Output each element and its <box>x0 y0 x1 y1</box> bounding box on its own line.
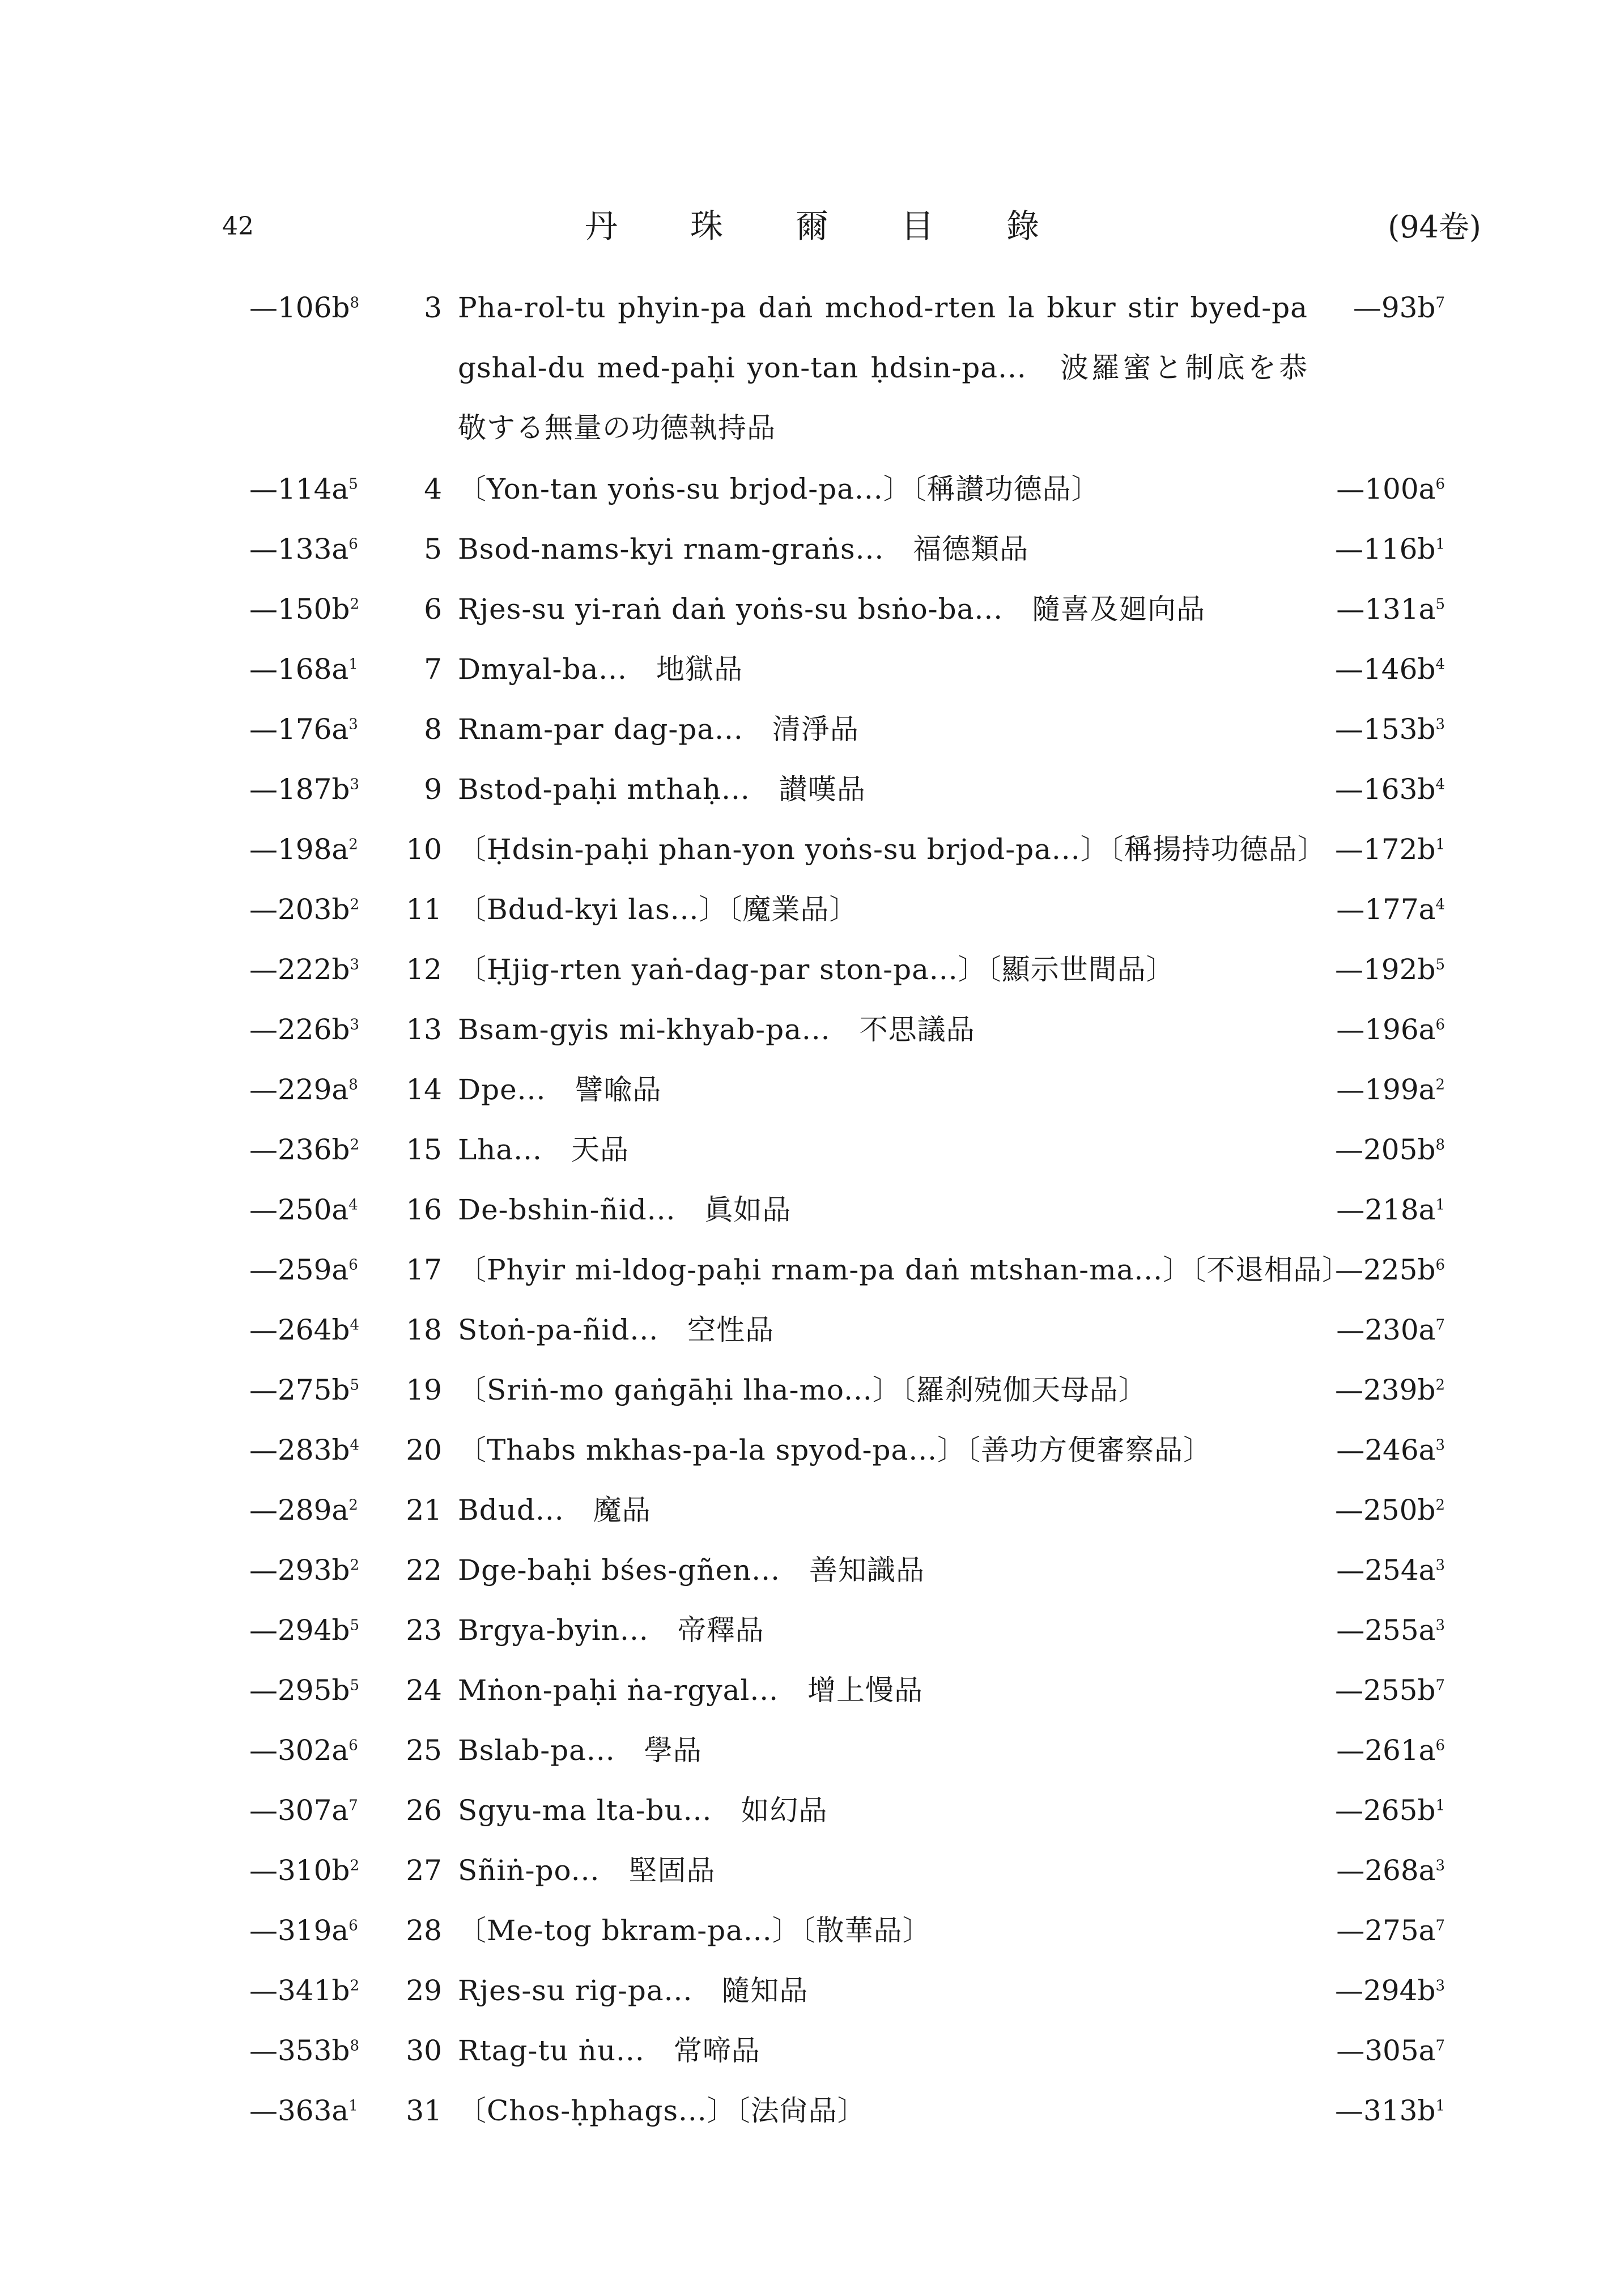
right-folio-ref-text: —146b <box>1335 653 1436 686</box>
right-folio-line: 7 <box>1435 294 1445 312</box>
right-folio-ref <box>1326 1720 1445 1780</box>
right-folio-line: 7 <box>1435 1917 1445 1934</box>
right-folio-ref <box>1326 579 1445 639</box>
chapter-title: Rjes-su rig-pa... 隨知品 <box>458 1974 809 2007</box>
left-folio-ref-text: —264b <box>249 1313 350 1346</box>
chapter-title: Brgya-byin... 帝釋品 <box>458 1614 764 1647</box>
right-folio-ref-text: —100a <box>1336 473 1436 505</box>
left-folio-line: 3 <box>348 716 358 733</box>
catalog-entry <box>0 1420 1624 1480</box>
right-folio-line: 3 <box>1435 1436 1445 1454</box>
chapter-number: 21 <box>406 1494 442 1527</box>
chapter-title: De-bshin-ñid... 眞如品 <box>458 1193 792 1226</box>
chapter-number: 25 <box>406 1734 442 1767</box>
right-folio-ref <box>1326 1600 1445 1660</box>
chapter-title: Lha... 天品 <box>458 1133 629 1166</box>
left-folio-line: 2 <box>350 896 359 913</box>
chapter-number: 7 <box>424 653 442 686</box>
right-folio-line: 6 <box>1435 1737 1445 1754</box>
chapter-number: 22 <box>406 1554 442 1587</box>
left-folio-ref <box>249 1120 363 1180</box>
right-folio-ref <box>1326 459 1445 519</box>
right-folio-line: 5 <box>1435 596 1445 613</box>
left-folio-line: 4 <box>348 1196 358 1214</box>
right-folio-line: 1 <box>1435 535 1445 553</box>
left-folio-line: 6 <box>348 1256 358 1274</box>
chapter-title: Dpe... 譬喩品 <box>458 1073 662 1106</box>
catalog-entry <box>0 1780 1624 1840</box>
left-folio-line: 5 <box>350 1617 359 1634</box>
left-folio-line: 5 <box>350 1677 359 1694</box>
left-folio-ref-text: —106b <box>249 291 350 324</box>
chapter-title: Dmyal-ba... 地獄品 <box>458 653 743 686</box>
right-folio-ref-text: —225b <box>1335 1253 1436 1286</box>
right-folio-ref <box>1326 939 1445 1000</box>
left-folio-line: 5 <box>348 475 358 493</box>
right-folio-ref <box>1326 639 1445 699</box>
chapter-number: 24 <box>406 1674 442 1707</box>
chapter-number: 3 <box>424 291 442 324</box>
left-folio-line: 1 <box>348 656 358 673</box>
left-folio-ref <box>249 639 363 699</box>
left-folio-ref <box>249 1240 363 1300</box>
catalog-entry <box>0 1120 1624 1180</box>
left-folio-line: 6 <box>348 1917 358 1934</box>
left-folio-ref-text: —236b <box>249 1133 350 1166</box>
right-folio-line: 4 <box>1435 656 1445 673</box>
chapter-number: 28 <box>406 1914 442 1947</box>
left-folio-ref <box>249 519 363 579</box>
catalog-entry <box>0 2021 1624 2081</box>
left-folio-line: 2 <box>350 1857 359 1874</box>
chapter-number: 9 <box>424 773 442 806</box>
left-folio-ref <box>249 819 363 879</box>
right-folio-ref <box>1326 1180 1445 1240</box>
right-folio-ref <box>1326 519 1445 579</box>
right-folio-ref-text: —313b <box>1335 2094 1436 2127</box>
left-folio-ref-text: —289a <box>249 1494 349 1527</box>
left-folio-ref-text: —283b <box>249 1434 350 1466</box>
left-folio-ref <box>249 1420 363 1480</box>
left-folio-ref-text: —222b <box>249 953 350 986</box>
left-folio-ref-text: —294b <box>249 1614 350 1647</box>
catalog-entry <box>0 1660 1624 1720</box>
catalog-entry <box>0 819 1624 879</box>
right-folio-ref <box>1326 1300 1445 1360</box>
left-folio-ref-text: —226b <box>249 1013 350 1046</box>
right-folio-ref-text: —268a <box>1336 1854 1436 1887</box>
right-folio-ref <box>1326 1660 1445 1720</box>
catalog-entry <box>0 879 1624 939</box>
left-folio-ref <box>249 879 363 939</box>
left-folio-ref <box>249 2021 363 2081</box>
right-folio-ref <box>1326 278 1445 338</box>
chapter-number: 12 <box>406 953 442 986</box>
chapter-title: 〔Thabs mkhas-pa-la spyod-pa...〕〔善功方便審察品〕 <box>458 1434 1213 1466</box>
chapter-number: 31 <box>406 2094 442 2127</box>
right-folio-ref <box>1326 1540 1445 1600</box>
catalog-entry <box>0 519 1624 579</box>
left-folio-ref <box>249 1600 363 1660</box>
page-number: 42 <box>222 212 254 241</box>
catalog-entry <box>0 1300 1624 1360</box>
left-folio-ref <box>249 278 363 338</box>
left-folio-ref <box>249 759 363 819</box>
catalog-entry <box>0 579 1624 639</box>
left-folio-ref-text: —150b <box>249 593 350 626</box>
left-folio-ref <box>249 1480 363 1540</box>
chapter-number: 14 <box>406 1073 442 1106</box>
catalog-entry <box>0 1000 1624 1060</box>
catalog-entry <box>0 639 1624 699</box>
chapter-number: 10 <box>406 833 442 866</box>
right-folio-line: 3 <box>1435 1857 1445 1874</box>
left-folio-ref-text: —310b <box>249 1854 350 1887</box>
left-folio-ref <box>249 1840 363 1900</box>
left-folio-line: 3 <box>350 1016 359 1034</box>
left-folio-ref-text: —363a <box>249 2094 349 2127</box>
left-folio-ref <box>249 2081 363 2141</box>
chapter-number: 23 <box>406 1614 442 1647</box>
left-folio-ref-text: —229a <box>249 1073 349 1106</box>
right-folio-ref-text: —305a <box>1336 2034 1436 2067</box>
right-folio-ref-text: —177a <box>1336 893 1436 926</box>
right-folio-ref <box>1326 1780 1445 1840</box>
right-folio-ref-text: —199a <box>1336 1073 1436 1106</box>
right-folio-ref <box>1326 1240 1445 1300</box>
right-folio-line: 8 <box>1435 1136 1445 1154</box>
catalog-entry <box>0 1600 1624 1660</box>
left-folio-line: 8 <box>350 2037 359 2055</box>
right-folio-ref-text: —254a <box>1336 1554 1436 1587</box>
right-folio-line: 3 <box>1435 1617 1445 1634</box>
right-folio-ref <box>1326 1420 1445 1480</box>
chapter-title: 〔Ḥjig-rten yaṅ-dag-par ston-pa...〕〔顯示世間品〕 <box>458 953 1175 986</box>
right-folio-line: 2 <box>1435 1376 1445 1394</box>
left-folio-ref <box>249 1720 363 1780</box>
left-folio-ref-text: —302a <box>249 1734 349 1767</box>
left-folio-line: 6 <box>348 535 358 553</box>
catalog-entry <box>0 939 1624 1000</box>
page-header <box>0 199 1624 250</box>
left-folio-ref <box>249 1961 363 2021</box>
left-folio-ref <box>249 1660 363 1720</box>
chapter-title: 〔Yon-tan yoṅs-su brjod-pa...〕〔稱讃功德品〕 <box>458 473 1100 505</box>
right-folio-ref <box>1326 2021 1445 2081</box>
right-folio-ref <box>1326 1840 1445 1900</box>
chapter-title: Rjes-su yi-raṅ daṅ yoṅs-su bsṅo-ba... 隨喜及廻向品 <box>458 593 1206 626</box>
catalog-entry <box>0 1360 1624 1420</box>
chapter-number: 18 <box>406 1313 442 1346</box>
left-folio-ref-text: —133a <box>249 533 349 566</box>
right-folio-ref-text: —250b <box>1335 1494 1436 1527</box>
chapter-title: Dge-baḥi bśes-gñen... 善知識品 <box>458 1554 925 1587</box>
left-folio-ref-text: —353b <box>249 2034 350 2067</box>
left-folio-ref-text: —250a <box>249 1193 349 1226</box>
left-folio-ref-text: —203b <box>249 893 350 926</box>
left-folio-line: 2 <box>348 1496 358 1514</box>
catalog-entry <box>0 1900 1624 1961</box>
catalog-entry <box>0 1961 1624 2021</box>
right-folio-line: 7 <box>1435 2037 1445 2055</box>
right-folio-line: 2 <box>1435 1496 1445 1514</box>
chapter-number: 5 <box>424 533 442 566</box>
left-folio-ref <box>249 1780 363 1840</box>
right-folio-ref-text: —275a <box>1336 1914 1436 1947</box>
right-folio-ref-text: —131a <box>1336 593 1436 626</box>
chapter-number: 13 <box>406 1013 442 1046</box>
chapter-title: Mṅon-paḥi ṅa-rgyal... 增上慢品 <box>458 1674 924 1707</box>
chapter-title: Rnam-par dag-pa... 清淨品 <box>458 713 859 746</box>
right-folio-ref <box>1326 759 1445 819</box>
right-folio-ref <box>1326 2081 1445 2141</box>
left-folio-line: 2 <box>348 836 358 853</box>
right-folio-line: 3 <box>1435 716 1445 733</box>
left-folio-line: 5 <box>350 1376 359 1394</box>
catalog-entry <box>0 1240 1624 1300</box>
right-folio-line: 7 <box>1435 1677 1445 1694</box>
left-folio-line: 3 <box>350 776 359 793</box>
left-folio-ref-text: —187b <box>249 773 350 806</box>
right-folio-ref-text: —265b <box>1335 1794 1436 1827</box>
chapter-title: 〔Me-tog bkram-pa...〕〔散華品〕 <box>458 1914 932 1947</box>
left-folio-ref-text: —293b <box>249 1554 350 1587</box>
right-folio-line: 4 <box>1435 896 1445 913</box>
left-folio-line: 2 <box>350 1557 359 1574</box>
chapter-title: Bstod-paḥi mthaḥ... 讃嘆品 <box>458 773 866 806</box>
left-folio-line: 7 <box>348 1797 358 1814</box>
chapter-title: Pha-rol-tu phyin-pa daṅ mchod-rten la bkur stir byed-pa gshal-du med-paḥi yon-tan ḥdsin-pa... 波羅蜜と制底を恭敬する無量の功德執持品 <box>458 291 1308 444</box>
chapter-number: 16 <box>406 1193 442 1226</box>
right-folio-line: 6 <box>1435 1256 1445 1274</box>
catalog-entry <box>0 1840 1624 1900</box>
left-folio-ref <box>249 1360 363 1420</box>
chapter-title: Sñiṅ-po... 堅固品 <box>458 1854 716 1887</box>
right-folio-line: 6 <box>1435 475 1445 493</box>
left-folio-line: 1 <box>348 2097 358 2115</box>
chapter-number: 17 <box>406 1253 442 1286</box>
chapter-title: Stoṅ-pa-ñid... 空性品 <box>458 1313 775 1346</box>
chapter-number: 26 <box>406 1794 442 1827</box>
left-folio-line: 8 <box>348 1076 358 1094</box>
left-folio-ref-text: —259a <box>249 1253 349 1286</box>
left-folio-ref-text: —275b <box>249 1374 350 1406</box>
chapter-title: Bslab-pa... 學品 <box>458 1734 702 1767</box>
chapter-number: 29 <box>406 1974 442 2007</box>
left-folio-ref-text: —341b <box>249 1974 350 2007</box>
left-folio-line: 6 <box>348 1737 358 1754</box>
chapter-number: 8 <box>424 713 442 746</box>
catalog-entry <box>0 1540 1624 1600</box>
right-folio-line: 1 <box>1435 1196 1445 1214</box>
chapter-title: 〔Sriṅ-mo gaṅgāḥi lha-mo...〕〔羅刹殑伽天母品〕 <box>458 1374 1147 1406</box>
catalog-entry <box>0 1060 1624 1120</box>
catalog-entry <box>0 1180 1624 1240</box>
chapter-title: Bsod-nams-kyi rnam-graṅs... 福德類品 <box>458 533 1029 566</box>
catalog-entry <box>0 699 1624 759</box>
left-folio-ref-text: —198a <box>249 833 349 866</box>
chapter-title: Rtag-tu ṅu... 常啼品 <box>458 2034 760 2067</box>
right-folio-ref-text: —255a <box>1336 1614 1436 1647</box>
chapter-title: 〔Bdud-kyi las...〕〔魔業品〕 <box>458 893 858 926</box>
left-folio-ref <box>249 1900 363 1961</box>
running-title: 丹珠爾目錄 <box>584 207 1112 245</box>
catalog-entry <box>0 2081 1624 2141</box>
left-folio-ref <box>249 459 363 519</box>
right-folio-ref-text: —239b <box>1335 1374 1436 1406</box>
left-folio-line: 8 <box>350 294 359 312</box>
right-folio-ref <box>1326 1120 1445 1180</box>
right-folio-line: 7 <box>1435 1316 1445 1334</box>
chapter-title: 〔Ḥdsin-paḥi phan-yon yoṅs-su brjod-pa...〕〔稱揚持功德品〕 <box>458 833 1327 866</box>
right-folio-ref-text: —246a <box>1336 1434 1436 1466</box>
right-folio-ref-text: —196a <box>1336 1013 1436 1046</box>
chapter-number: 27 <box>406 1854 442 1887</box>
right-folio-line: 4 <box>1435 776 1445 793</box>
right-folio-line: 1 <box>1435 2097 1445 2115</box>
left-folio-ref <box>249 1540 363 1600</box>
left-folio-line: 4 <box>350 1316 359 1334</box>
left-folio-line: 2 <box>350 1977 359 1995</box>
left-folio-ref <box>249 1180 363 1240</box>
left-folio-ref <box>249 579 363 639</box>
right-folio-ref-text: —294b <box>1335 1974 1436 2007</box>
left-folio-line: 4 <box>350 1436 359 1454</box>
right-folio-line: 1 <box>1435 836 1445 853</box>
right-folio-ref <box>1326 879 1445 939</box>
chapter-number: 20 <box>406 1434 442 1466</box>
right-folio-ref <box>1326 1900 1445 1961</box>
chapter-title: Bsam-gyis mi-khyab-pa... 不思議品 <box>458 1013 975 1046</box>
right-folio-ref-text: —93b <box>1353 291 1436 324</box>
left-folio-ref-text: —114a <box>249 473 349 505</box>
left-folio-line: 3 <box>350 956 359 973</box>
left-folio-ref-text: —168a <box>249 653 349 686</box>
right-folio-ref-text: —261a <box>1336 1734 1436 1767</box>
left-folio-ref <box>249 699 363 759</box>
right-folio-ref-text: —153b <box>1335 713 1436 746</box>
right-folio-ref <box>1326 699 1445 759</box>
left-folio-ref-text: —295b <box>249 1674 350 1707</box>
right-folio-line: 5 <box>1435 956 1445 973</box>
right-folio-ref <box>1326 1480 1445 1540</box>
left-folio-ref-text: —176a <box>249 713 349 746</box>
right-folio-ref-text: —163b <box>1335 773 1436 806</box>
left-folio-ref-text: —307a <box>249 1794 349 1827</box>
left-folio-ref <box>249 939 363 1000</box>
chapter-number: 15 <box>406 1133 442 1166</box>
right-folio-ref <box>1326 1060 1445 1120</box>
catalog-entry <box>0 1480 1624 1540</box>
chapter-number: 11 <box>406 893 442 926</box>
right-folio-ref <box>1326 819 1445 879</box>
right-folio-line: 2 <box>1435 1076 1445 1094</box>
right-folio-line: 1 <box>1435 1797 1445 1814</box>
chapter-title: Bdud... 魔品 <box>458 1494 651 1527</box>
right-folio-ref-text: —205b <box>1335 1133 1436 1166</box>
catalog-entry <box>0 278 1624 459</box>
chapter-number: 30 <box>406 2034 442 2067</box>
right-folio-ref-text: —192b <box>1335 953 1436 986</box>
chapter-title: 〔Phyir mi-ldog-paḥi rnam-pa daṅ mtshan-ma...〕〔不退相品〕 <box>458 1253 1351 1286</box>
right-folio-line: 3 <box>1435 1557 1445 1574</box>
left-folio-ref <box>249 1300 363 1360</box>
right-folio-ref <box>1326 1000 1445 1060</box>
catalog-entry <box>0 459 1624 519</box>
right-folio-ref-text: —218a <box>1336 1193 1436 1226</box>
left-folio-line: 2 <box>350 596 359 613</box>
right-folio-line: 3 <box>1435 1977 1445 1995</box>
right-folio-ref-text: —255b <box>1335 1674 1436 1707</box>
left-folio-ref-text: —319a <box>249 1914 349 1947</box>
catalog-entry <box>0 1720 1624 1780</box>
right-folio-ref-text: —230a <box>1336 1313 1436 1346</box>
right-folio-line: 6 <box>1435 1016 1445 1034</box>
catalog-entry <box>0 759 1624 819</box>
chapter-title: 〔Chos-ḥphags...〕〔法尙品〕 <box>458 2094 866 2127</box>
right-folio-ref <box>1326 1360 1445 1420</box>
left-folio-line: 2 <box>350 1136 359 1154</box>
right-folio-ref-text: —116b <box>1335 533 1436 566</box>
chapter-number: 6 <box>424 593 442 626</box>
right-folio-ref-text: —172b <box>1335 833 1436 866</box>
chapter-number: 4 <box>424 473 442 505</box>
left-folio-ref <box>249 1000 363 1060</box>
chapter-number: 19 <box>406 1374 442 1406</box>
chapter-title: Sgyu-ma lta-bu... 如幻品 <box>458 1794 828 1827</box>
right-folio-ref <box>1326 1961 1445 2021</box>
left-folio-ref <box>249 1060 363 1120</box>
volume-label: (94卷) <box>1388 209 1481 245</box>
